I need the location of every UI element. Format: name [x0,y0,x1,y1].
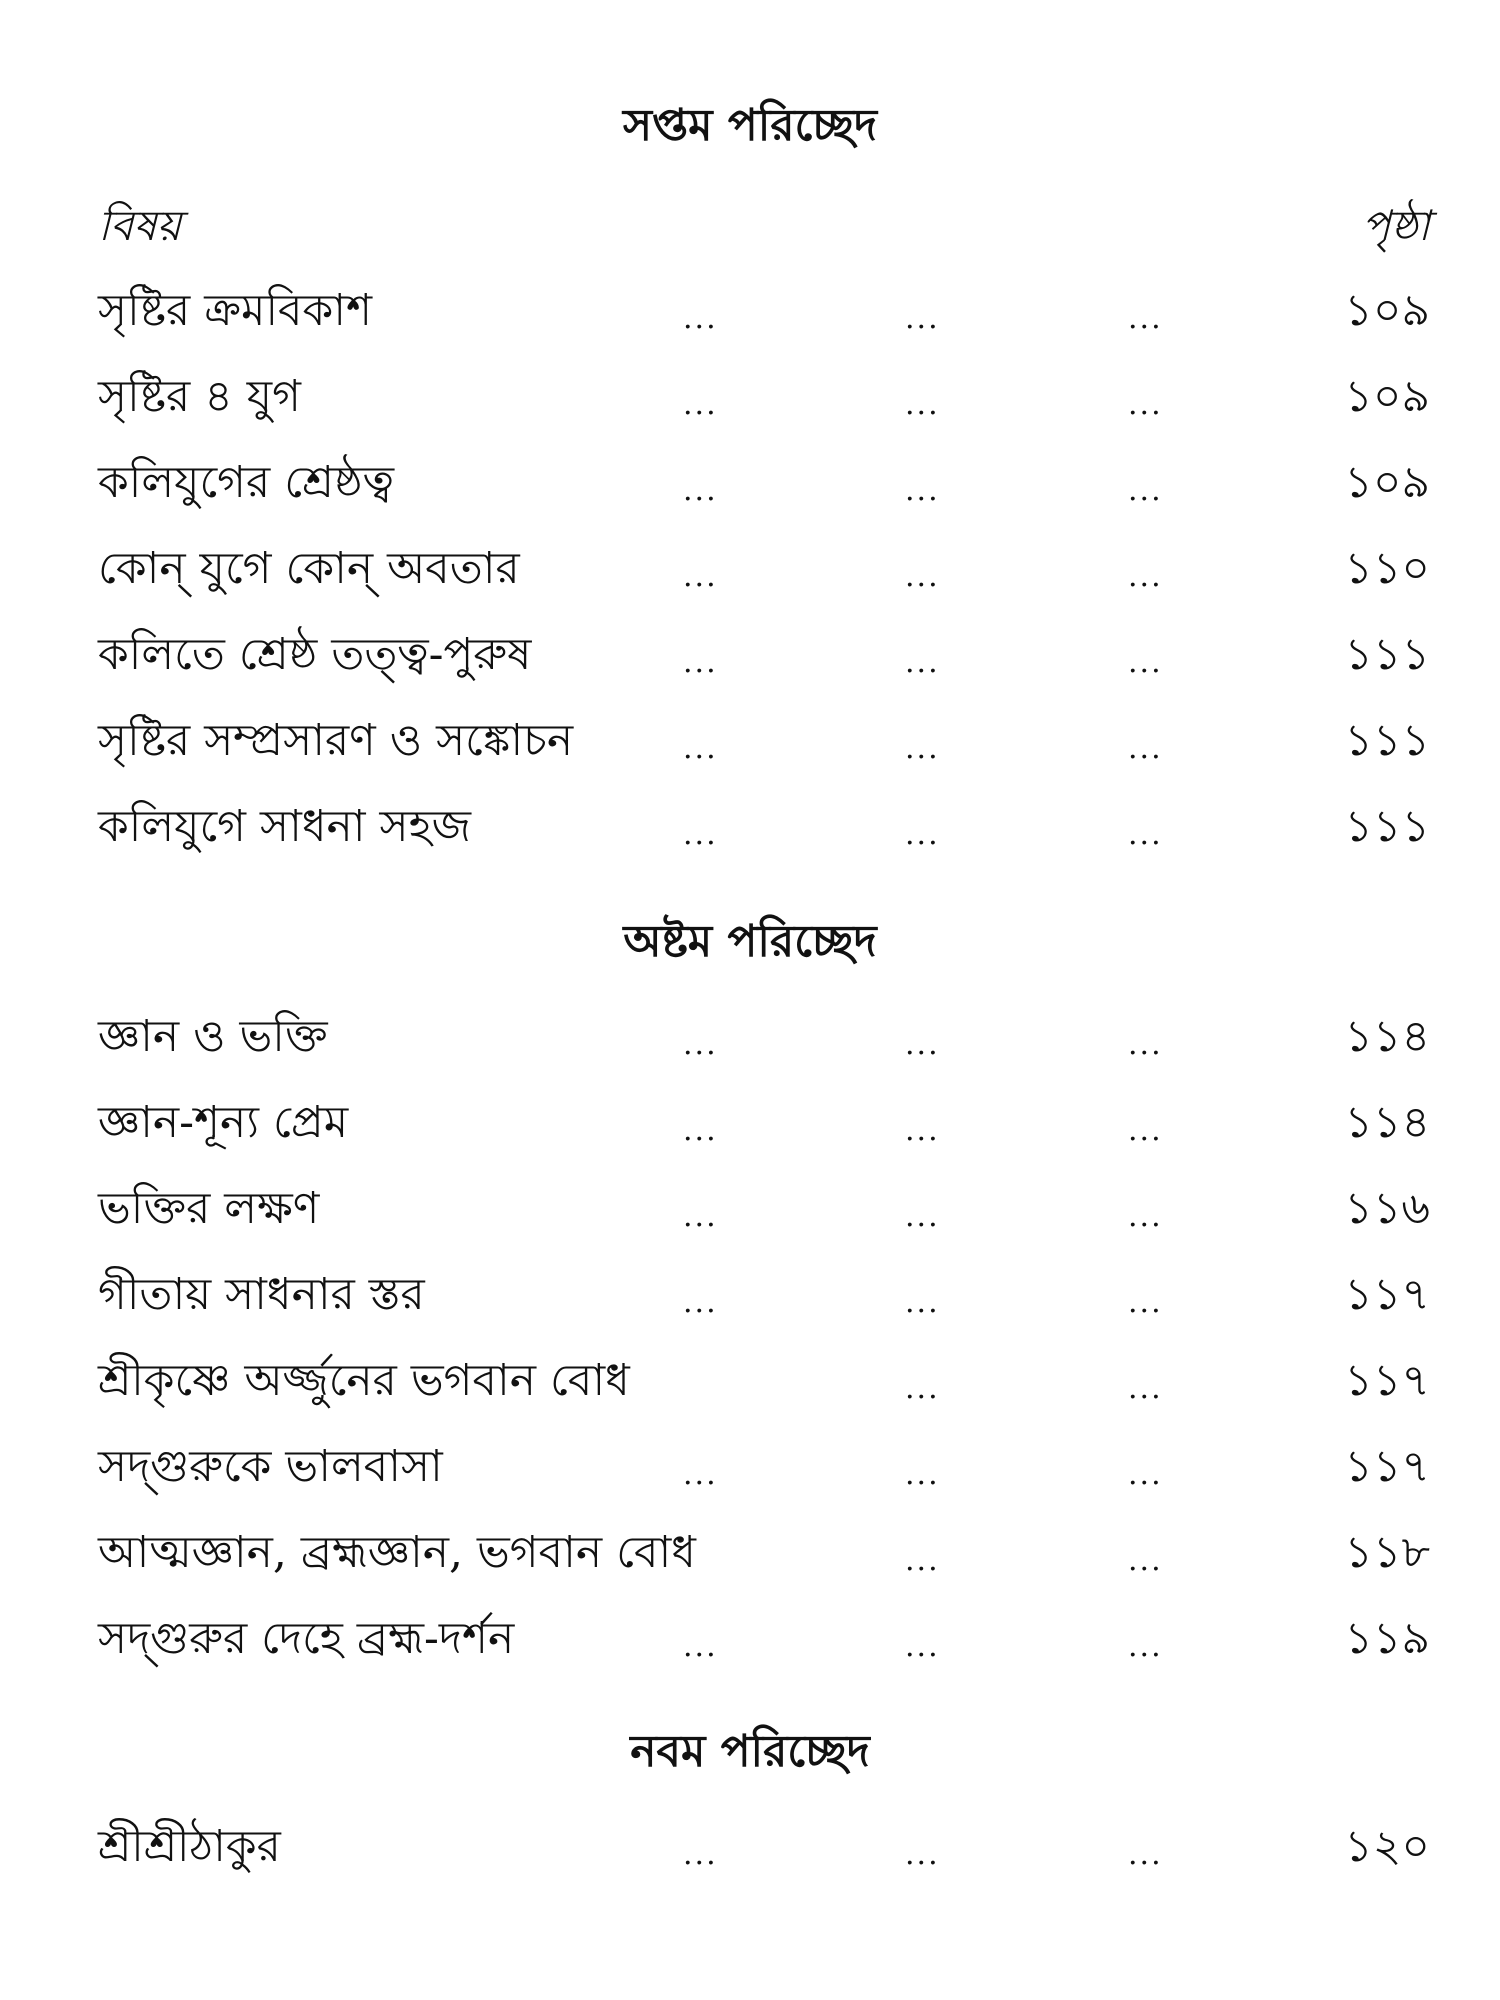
leader-dots: ... [905,473,940,508]
toc-topic: গীতায় সাধনার স্তর [98,1269,425,1320]
toc-row [0,792,1500,862]
leader-dots: ... [683,1837,718,1872]
column-label-page: পৃষ্ঠা [1361,201,1430,250]
leader-dots: ... [683,559,718,594]
leader-dots: ... [905,1837,940,1872]
leader-dots: ... [1128,387,1163,422]
leader-dots: ... [905,387,940,422]
toc-page-number: ১১৪ [1344,1097,1430,1148]
toc-row [0,362,1500,432]
leader-dots: ... [683,301,718,336]
toc-topic: সৃষ্টির ৪ যুগ [98,371,301,422]
toc-page-number: ১১৪ [1344,1011,1430,1062]
chapter-heading-7: সপ্তম পরিচ্ছেদ [622,100,878,151]
leader-dots: ... [905,1199,940,1234]
toc-page-number: ১১৮ [1344,1527,1430,1578]
toc-row [0,1002,1500,1072]
leader-dots: ... [905,645,940,680]
leader-dots: ... [1128,1285,1163,1320]
leader-dots: ... [1128,1027,1163,1062]
leader-dots: ... [905,1543,940,1578]
toc-topic: জ্ঞান-শূন্য প্রেম [98,1097,349,1148]
leader-dots: ... [683,1199,718,1234]
leader-dots: ... [683,731,718,766]
toc-page-number: ১১৭ [1344,1355,1430,1406]
toc-page-number: ১১১ [1344,629,1430,680]
leader-dots: ... [905,1027,940,1062]
toc-row [0,1088,1500,1158]
toc-topic: কোন্ যুগে কোন্ অবতার [98,543,520,594]
leader-dots: ... [683,1113,718,1148]
leader-dots: ... [683,387,718,422]
toc-topic: শ্রীশ্রীঠাকুর [98,1821,281,1872]
toc-topic: সৃষ্টির ক্রমবিকাশ [98,285,373,336]
leader-dots: ... [1128,645,1163,680]
leader-dots: ... [905,1285,940,1320]
leader-dots: ... [1128,1371,1163,1406]
toc-row [0,1812,1500,1882]
toc-topic: জ্ঞান ও ভক্তি [98,1011,328,1062]
leader-dots: ... [683,1285,718,1320]
toc-row [0,1518,1500,1588]
leader-dots: ... [905,1371,940,1406]
leader-dots: ... [905,1457,940,1492]
toc-row [0,706,1500,776]
toc-topic: কলিযুগের শ্রেষ্ঠত্ব [98,457,395,508]
leader-dots: ... [683,1027,718,1062]
leader-dots: ... [1128,1543,1163,1578]
leader-dots: ... [905,817,940,852]
toc-row [0,276,1500,346]
toc-topic: শ্রীকৃষ্ণে অর্জ্জুনের ভগবান বোধ [98,1355,630,1406]
leader-dots: ... [1128,301,1163,336]
leader-dots: ... [1128,473,1163,508]
toc-page-number: ১১১ [1344,715,1430,766]
leader-dots: ... [905,301,940,336]
toc-topic: আত্মজ্ঞান, ব্রহ্মজ্ঞান, ভগবান বোধ [98,1527,696,1578]
leader-dots: ... [683,473,718,508]
leader-dots: ... [905,1113,940,1148]
leader-dots: ... [1128,731,1163,766]
leader-dots: ... [905,1629,940,1664]
chapter-heading-9: নবম পরিচ্ছেদ [630,1726,870,1777]
leader-dots: ... [905,559,940,594]
toc-topic: সদ্‌গুরুকে ভালবাসা [98,1441,443,1492]
leader-dots: ... [1128,817,1163,852]
toc-page-number: ১১০ [1344,543,1430,594]
toc-page-number: ১০৯ [1344,457,1430,508]
column-label-topic: বিষয় [98,201,182,250]
toc-page-number: ১২০ [1344,1821,1430,1872]
leader-dots: ... [683,817,718,852]
leader-dots: ... [1128,1837,1163,1872]
toc-page-number: ১১৭ [1344,1441,1430,1492]
toc-page-number: ১১৯ [1344,1613,1430,1664]
toc-topic: ভক্তির লক্ষণ [98,1183,320,1234]
toc-row [0,1260,1500,1330]
leader-dots: ... [683,1457,718,1492]
leader-dots: ... [1128,559,1163,594]
toc-row [0,534,1500,604]
leader-dots: ... [1128,1199,1163,1234]
toc-topic: সৃষ্টির সম্প্রসারণ ও সঙ্কোচন [98,715,574,766]
toc-page-number: ১১৬ [1344,1183,1430,1234]
toc-page-number: ১১৭ [1344,1269,1430,1320]
leader-dots: ... [905,731,940,766]
toc-page-number: ১১১ [1344,801,1430,852]
leader-dots: ... [683,1629,718,1664]
toc-page-number: ১০৯ [1344,371,1430,422]
toc-row [0,1604,1500,1674]
chapter-heading-8: অষ্টম পরিচ্ছেদ [623,916,877,967]
toc-row [0,448,1500,518]
toc-row [0,620,1500,690]
toc-topic: কলিযুগে সাধনা সহজ [98,801,472,852]
toc-topic: সদ্‌গুরুর দেহে ব্রহ্ম-দর্শন [98,1613,515,1664]
toc-page-number: ১০৯ [1344,285,1430,336]
toc-topic: কলিতে শ্রেষ্ঠ তত্ত্ব-পুরুষ [98,629,532,680]
leader-dots: ... [1128,1457,1163,1492]
toc-row [0,1432,1500,1502]
toc-row [0,1174,1500,1244]
leader-dots: ... [1128,1629,1163,1664]
leader-dots: ... [683,645,718,680]
leader-dots: ... [1128,1113,1163,1148]
toc-row [0,1346,1500,1416]
